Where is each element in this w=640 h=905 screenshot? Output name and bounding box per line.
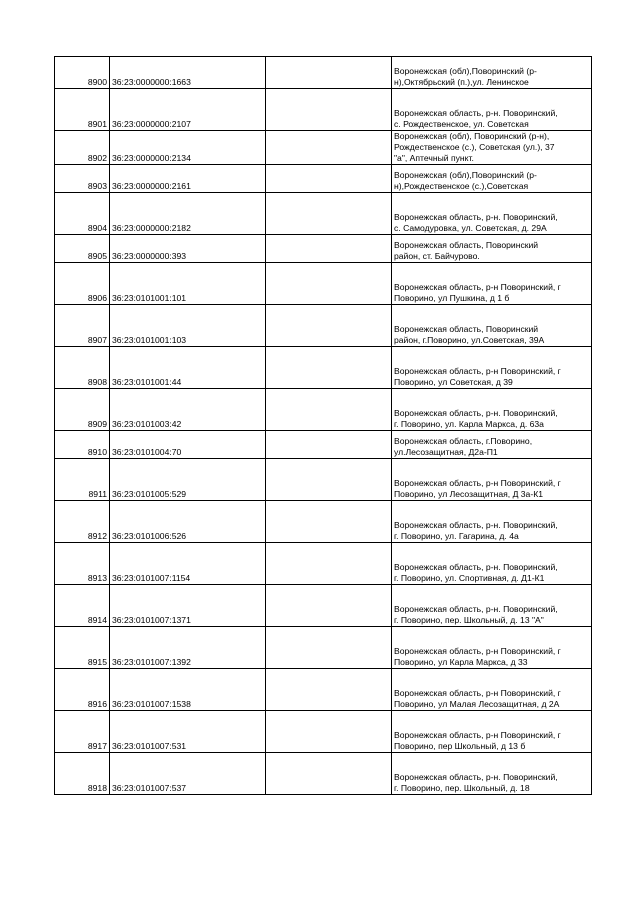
- cadastral-number-cell: 36:23:0101007:537: [110, 753, 266, 795]
- cadastral-number-cell: 36:23:0000000:2134: [110, 131, 266, 165]
- row-number-cell: 8908: [55, 347, 110, 389]
- table-row: [55, 165, 592, 193]
- cadastral-number-cell: 36:23:0101007:1154: [110, 543, 266, 585]
- cadastral-number-cell: 36:23:0101007:1538: [110, 669, 266, 711]
- table-row: [55, 347, 592, 389]
- table-row: [55, 669, 592, 711]
- cadastral-number-cell: 36:23:0000000:2182: [110, 193, 266, 235]
- empty-cell: [266, 431, 392, 459]
- row-number-cell: 8912: [55, 501, 110, 543]
- address-cell: Воронежская область, р-н. Поворинский, г. Поворино, ул. Гагарина, д. 4а: [392, 501, 592, 543]
- row-number-cell: 8914: [55, 585, 110, 627]
- address-cell: Воронежская область, р-н Поворинский, г Поворино, ул Карла Маркса, д 33: [392, 627, 592, 669]
- empty-cell: [266, 389, 392, 431]
- row-number-cell: 8904: [55, 193, 110, 235]
- registry-table-body: [55, 57, 592, 795]
- table-row: [55, 711, 592, 753]
- row-number-cell: 8905: [55, 235, 110, 263]
- table-row: [55, 753, 592, 795]
- empty-cell: [266, 669, 392, 711]
- table-row: [55, 89, 592, 131]
- cadastral-number-cell: 36:23:0101006:526: [110, 501, 266, 543]
- table-row: [55, 305, 592, 347]
- address-cell: Воронежская (обл), Поворинский (р-н), Рождественское (с.), Советская (ул.), 37 "а", Аптечный пункт.: [392, 131, 592, 165]
- empty-cell: [266, 543, 392, 585]
- cadastral-number-cell: 36:23:0000000:2107: [110, 89, 266, 131]
- empty-cell: [266, 165, 392, 193]
- empty-cell: [266, 263, 392, 305]
- row-number-cell: 8900: [55, 57, 110, 89]
- address-cell: Воронежская область, р-н. Поворинский, г. Поворино, ул. Спортивная, д. Д1-К1: [392, 543, 592, 585]
- address-cell: Воронежская область, р-н Поворинский, г Поворино, ул Пушкина, д 1 б: [392, 263, 592, 305]
- cadastral-number-cell: 36:23:0101007:531: [110, 711, 266, 753]
- row-number-cell: 8910: [55, 431, 110, 459]
- address-cell: Воронежская область, р-н. Поворинский, г. Поворино, пер. Школьный, д. 13 "А": [392, 585, 592, 627]
- empty-cell: [266, 57, 392, 89]
- table-row: [55, 459, 592, 501]
- cadastral-number-cell: 36:23:0000000:2161: [110, 165, 266, 193]
- cadastral-number-cell: 36:23:0000000:393: [110, 235, 266, 263]
- row-number-cell: 8902: [55, 131, 110, 165]
- row-number-cell: 8906: [55, 263, 110, 305]
- empty-cell: [266, 235, 392, 263]
- empty-cell: [266, 305, 392, 347]
- table-row: [55, 235, 592, 263]
- empty-cell: [266, 753, 392, 795]
- address-cell: Воронежская область, Поворинский район, ст. Байчурово.: [392, 235, 592, 263]
- row-number-cell: 8907: [55, 305, 110, 347]
- empty-cell: [266, 89, 392, 131]
- address-cell: Воронежская область, г.Поворино, ул.Лесозащитная, Д2а-П1: [392, 431, 592, 459]
- address-cell: Воронежская (обл),Поворинский (р- н),Октябрьский (п.),ул. Ленинское: [392, 57, 592, 89]
- cadastral-number-cell: 36:23:0101004:70: [110, 431, 266, 459]
- empty-cell: [266, 585, 392, 627]
- cadastral-number-cell: 36:23:0101003:42: [110, 389, 266, 431]
- empty-cell: [266, 711, 392, 753]
- address-cell: Воронежская (обл),Поворинский (р- н),Рождественское (с.),Советская: [392, 165, 592, 193]
- cadastral-number-cell: 36:23:0101007:1371: [110, 585, 266, 627]
- cadastral-number-cell: 36:23:0101005:529: [110, 459, 266, 501]
- address-cell: Воронежская область, р-н. Поворинский, с. Самодуровка, ул. Советская, д. 29А: [392, 193, 592, 235]
- empty-cell: [266, 193, 392, 235]
- cadastral-number-cell: 36:23:0101001:44: [110, 347, 266, 389]
- row-number-cell: 8915: [55, 627, 110, 669]
- empty-cell: [266, 627, 392, 669]
- row-number-cell: 8916: [55, 669, 110, 711]
- cadastral-number-cell: 36:23:0101001:103: [110, 305, 266, 347]
- address-cell: Воронежская область, р-н Поворинский, г Поворино, ул Лесозащитная, Д 3а-К1: [392, 459, 592, 501]
- row-number-cell: 8901: [55, 89, 110, 131]
- row-number-cell: 8903: [55, 165, 110, 193]
- row-number-cell: 8913: [55, 543, 110, 585]
- table-row: [55, 627, 592, 669]
- table-row: [55, 263, 592, 305]
- table-row: [55, 389, 592, 431]
- empty-cell: [266, 131, 392, 165]
- address-cell: Воронежская область, р-н Поворинский, г Поворино, ул Советская, д 39: [392, 347, 592, 389]
- cadastral-number-cell: 36:23:0101001:101: [110, 263, 266, 305]
- table-row: [55, 193, 592, 235]
- cadastral-number-cell: 36:23:0101007:1392: [110, 627, 266, 669]
- empty-cell: [266, 347, 392, 389]
- address-cell: Воронежская область, р-н. Поворинский, г. Поворино, пер. Школьный, д. 18: [392, 753, 592, 795]
- empty-cell: [266, 501, 392, 543]
- table-row: [55, 543, 592, 585]
- empty-cell: [266, 459, 392, 501]
- row-number-cell: 8917: [55, 711, 110, 753]
- table-row: [55, 585, 592, 627]
- table-row: [55, 431, 592, 459]
- row-number-cell: 8911: [55, 459, 110, 501]
- address-cell: Воронежская область, р-н Поворинский, г Поворино, пер Школьный, д 13 б: [392, 711, 592, 753]
- row-number-cell: 8918: [55, 753, 110, 795]
- registry-table: [54, 56, 592, 795]
- address-cell: Воронежская область, р-н. Поворинский, г. Поворино, ул. Карла Маркса, д. 63а: [392, 389, 592, 431]
- row-number-cell: 8909: [55, 389, 110, 431]
- cadastral-number-cell: 36:23:0000000:1663: [110, 57, 266, 89]
- address-cell: Воронежская область, Поворинский район, г.Поворино, ул.Советская, 39А: [392, 305, 592, 347]
- address-cell: Воронежская область, р-н Поворинский, г Поворино, ул Малая Лесозащитная, д 2А: [392, 669, 592, 711]
- table-row: [55, 57, 592, 89]
- table-row: [55, 501, 592, 543]
- address-cell: Воронежская область, р-н. Поворинский, с. Рождественское, ул. Советская: [392, 89, 592, 131]
- table-row: [55, 131, 592, 165]
